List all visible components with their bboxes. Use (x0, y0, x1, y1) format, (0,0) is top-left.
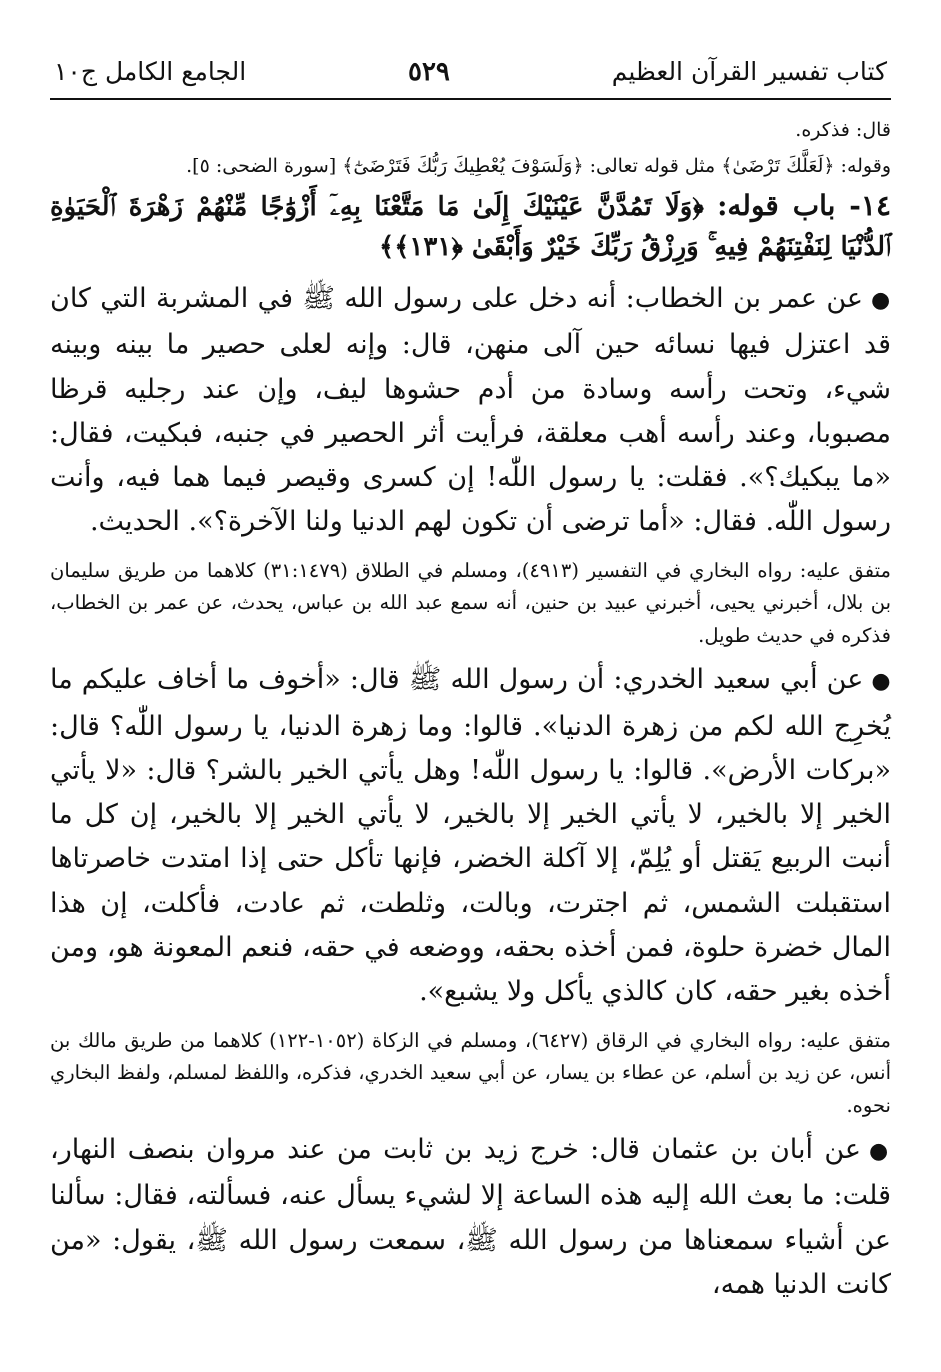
bullet-icon: ● (869, 1139, 891, 1165)
intro-line-1: قال: فذكره. (795, 119, 891, 141)
hadith-aban (50, 1128, 891, 1307)
bullet-icon: ● (871, 288, 892, 313)
hadith-body: عن عمر بن الخطاب: أنه دخل على رسول الله ﷺ في المشربة التي كان قد اعتزل فيها نسائه حين آلى منهن، قال: وإنه لعلى حصير ما بينه وبينه شيء، وتحت رأسه وسادة من أدم حشوها ليف، وإن عند رجليه قرظا مصبوبا، وعند رأسه أهب معلقة، فرأيت أثر الحصير في جنبه، فبكيت، فقال: «ما يبكيك؟». فقلت: يا رسول اللّٰه! إن كسرى وقيصر فيما هما فيه، وأنت رسول اللّٰه. فقال: «أما ترضى أن تكون لهم الدنيا ولنا الآخرة؟». الحديث. (50, 283, 891, 538)
series-title: الجامع الكامل ج١٠ (54, 57, 247, 86)
intro-line-2: وقوله: ﴿لَعَلَّكَ تَرْضَىٰ﴾ مثل قوله تعالى: ﴿وَلَسَوْفَ يُعْطِيكَ رَبُّكَ فَتَرْضَىٰٓ﴾ [سورة الضحى: ٥]. (186, 155, 891, 177)
hadith-body: عن أبي سعيد الخدري: أن رسول الله ﷺ قال: «أخوف ما أخاف عليكم ما يُخرِج الله لكم من زهرة الدنيا». قالوا: وما زهرة الدنيا، يا رسول اللّٰه؟ قال: «بركات الأرض». قالوا: يا رسول اللّٰه! وهل يأتي الخير بالشر؟ قال: «لا يأتي الخير إلا بالخير، لا يأتي الخير إلا بالخير، لا يأتي الخير إلا بالخير، إن كل ما أنبت الربيع يَقتل أو يُلِمّ، إلا آكلة الخضر، فإنها تأكل حتى إذا امتدت خاصرتاها استقبلت الشمس، ثم اجترت، وبالت، وثلطت، ثم عادت، فأكلت، إن هذا المال خضرة حلوة، فمن أخذه بحقه، ووضعه في حقه، فنعم المعونة هو، ومن أخذه بغير حقه، كان كالذي يأكل ولا يشبع». (50, 664, 891, 1008)
takhrij-note: متفق عليه: رواه البخاري في الرقاق (٦٤٢٧)، ومسلم في الزكاة (١٠٥٢-١٢٢) كلاهما من طريق مالك بن أنس، عن زيد بن أسلم، عن عطاء بن يسار، عن أبي سعيد الخدري، فذكره، واللفظ لمسلم، ولفظ البخاري نحوه. (50, 1028, 891, 1117)
hadith-text (50, 1128, 891, 1307)
book-title: كتاب تفسير القرآن العظيم (611, 57, 887, 86)
page-header (50, 52, 891, 100)
hadith-umar (50, 277, 891, 652)
chapter-verse: ﴿وَلَا تَمُدَّنَّ عَيْنَيْكَ إِلَىٰ مَا مَتَّعْنَا بِهِۦٓ أَزْوَٰجًا مِّنْهُمْ زَهْرَةَ ٱلْحَيَوٰةِ ٱلدُّنْيَا لِنَفْتِنَهُمْ فِيهِ ۚ وَرِزْقُ رَبِّكَ خَيْرٌ وَأَبْقَىٰ ﴿١٣١﴾﴾ (50, 192, 891, 262)
page-number: ٥٢٩ (408, 57, 450, 87)
takhrij-note: متفق عليه: رواه البخاري في التفسير (٤٩١٣)، ومسلم في الطلاق (٣١:١٤٧٩) كلاهما من طريق سليمان بن بلال، أخبرني يحيى، أخبرني عبيد بن حنين، أنه سمع عبد الله بن عباس، يحدث، عن عمر بن الخطاب، فذكره في حديث طويل. (50, 558, 891, 647)
hadith-abu-said (50, 658, 891, 1122)
hadith-body: عن أبان بن عثمان قال: خرج زيد بن ثابت من عند مروان بنصف النهار، قلت: ما بعث الله إليه هذه الساعة إلا لشيء يسأل عنه، فسألته، فقال: سألنا عن أشياء سمعناها من رسول الله ﷺ، سمعت رسول الله ﷺ، يقول: «من كانت الدنيا همه، (50, 1134, 891, 1301)
hadith-text (50, 658, 891, 1014)
chapter-label: ١٤- باب قوله: (717, 189, 891, 222)
chapter-heading (50, 186, 891, 267)
hadith-text (50, 277, 891, 545)
bullet-icon: ● (871, 669, 891, 695)
